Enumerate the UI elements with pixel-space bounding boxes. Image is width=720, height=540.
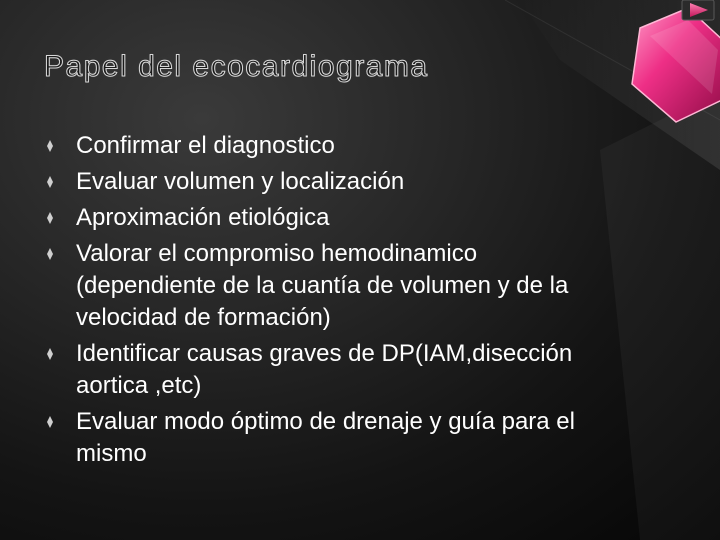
light-streak bbox=[600, 90, 720, 540]
hexagon-highlight bbox=[650, 20, 718, 94]
bullet-item bbox=[76, 406, 606, 470]
small-diamond-bullet-icon bbox=[47, 140, 53, 152]
play-triangle-icon[interactable] bbox=[690, 3, 708, 17]
light-line bbox=[505, 0, 720, 120]
bullet-text: Identificar causas graves de DP(IAM,disección aortica ,etc) bbox=[76, 340, 573, 399]
bullet-text: Valorar el compromiso hemodinamico (dependiente de la cuantía de volumen y de la velocidad de formación) bbox=[76, 240, 569, 331]
bullet-text: Evaluar volumen y localización bbox=[76, 168, 405, 195]
slide-title: Papel del ecocardiograma bbox=[44, 50, 429, 83]
bullet-text: Evaluar modo óptimo de drenaje y guía para el mismo bbox=[76, 408, 575, 467]
small-diamond-bullet-icon bbox=[47, 416, 53, 428]
bullet-list bbox=[76, 130, 606, 470]
small-diamond-bullet-icon bbox=[47, 248, 53, 260]
small-diamond-bullet-icon bbox=[47, 176, 53, 188]
play-button-frame bbox=[682, 0, 714, 20]
bullet-text: Confirmar el diagnostico bbox=[76, 132, 335, 159]
bullet-item bbox=[76, 338, 606, 402]
small-diamond-bullet-icon bbox=[47, 212, 53, 224]
small-diamond-bullet-icon bbox=[47, 348, 53, 360]
bullet-item bbox=[76, 202, 606, 234]
bullet-item bbox=[76, 166, 606, 198]
bullet-text: Aproximación etiológica bbox=[76, 204, 330, 231]
bullet-item bbox=[76, 238, 606, 334]
pink-hexagon-decoration-icon bbox=[632, 8, 720, 122]
bullet-item bbox=[76, 130, 606, 162]
